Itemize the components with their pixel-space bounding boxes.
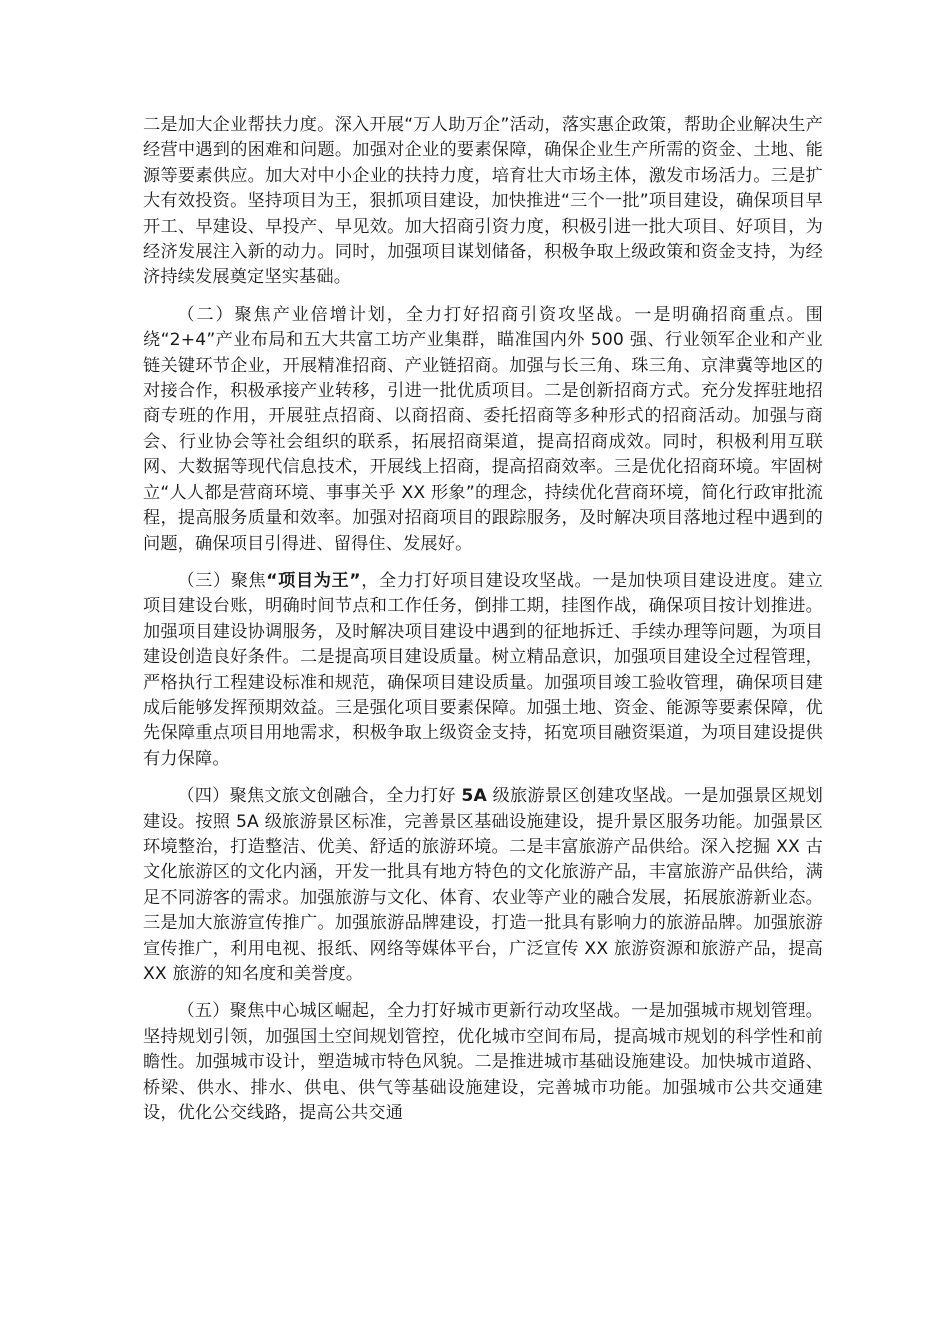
paragraph-5-text: （五）聚焦中心城区崛起，全力打好城市更新行动攻坚战。一是加强城市规划管理。坚持规划引领，加强国土空间规划管控，优化城市空间布局，提高城市规划的科学性和前瞻性。加强城市设计，塑造城市特色风貌。二是推进城市基础设施建设。加快城市道路、桥梁、供水、排水、供电、供气等基础设施建设，完善城市功能。加强城市公共交通建设，优化公交线路，提高公共交通 — [143, 1001, 823, 1124]
paragraph-5-urban-renewal — [143, 999, 823, 1126]
paragraph-4-text-body: 级旅游景区创建攻坚战。一是加强景区规划建设。按照 5A 级旅游景区标准，完善景区基础设施建设，提升景区服务功能。加强景区环境整治，打造整洁、优美、舒适的旅游环境。二是丰富旅游产品供给。深入挖掘 XX 古文化旅游区的文化内涵，开发一批具有地方特色的文化旅游产品，丰富旅游产品供给，满足不同游客的需求。加强旅游与文化、体育、农业等产业的融合发展，拓展旅游新业态。三是加大旅游宣传推广。加强旅游品牌建设，打造一批具有影响力的旅游品牌。加强旅游宣传推广，利用电视、报纸、网络等媒体平台，广泛宣传 XX 旅游资源和旅游产品，提高 XX 旅游的知名度和美誉度。 — [143, 786, 824, 984]
paragraph-1-text: 二是加大企业帮扶力度。深入开展“万人助万企”活动，落实惠企政策，帮助企业解决生产经营中遇到的困难和问题。加强对企业的要素保障，确保企业生产所需的资金、土地、能源等要素供应。加大对中小企业的扶持力度，培育壮大市场主体，激发市场活力。三是扩大有效投资。坚持项目为王，狠抓项目建设，加快推进“三个一批”项目建设，确保项目早开工、早建设、早投产、早见效。加大招商引资力度，积极引进一批大项目、好项目，为经济发展注入新的动力。同时，加强项目谋划储备，积极争取上级政策和资金支持，为经济持续发展奠定坚实基础。 — [143, 115, 823, 288]
paragraph-3-text-lead: （三）聚焦 — [177, 570, 267, 591]
document-page — [143, 113, 823, 1138]
paragraph-3-project-construction — [143, 569, 823, 772]
paragraph-4-bold-phrase: 5A — [461, 786, 487, 807]
paragraph-4-text-lead: （四）聚焦文旅文创融合，全力打好 — [177, 786, 462, 807]
paragraph-3-text-body: ，全力打好项目建设攻坚战。一是加快项目建设进度。建立项目建设台账，明确时间节点和工作任务，倒排工期，挂图作战，确保项目按计划推进。加强项目建设协调服务，及时解决项目建设中遇到的征地拆迁、手续办理等问题，为项目建设创造良好条件。二是提高项目建设质量。树立精品意识，加强项目建设全过程管理，严格执行工程建设标准和规范，确保项目建设质量。加强项目竣工验收管理，确保项目建成后能够发挥预期效益。三是强化项目要素保障。加强土地、资金、能源等要素保障，优先保障重点项目用地需求，积极争取上级资金支持，拓宽项目融资渠道，为项目建设提供有力保障。 — [143, 570, 823, 769]
paragraph-2-investment-attraction — [143, 303, 823, 557]
paragraph-4-tourism — [143, 784, 823, 987]
paragraph-3-bold-phrase: “项目为王” — [266, 570, 361, 591]
paragraph-2-text: （二）聚焦产业倍增计划，全力打好招商引资攻坚战。一是明确招商重点。围绕“2+4”产业布局和五大共富工坊产业集群，瞄准国内外 500 强、行业领军企业和产业链关键环节企业，开展精准招商、产业链招商。加强与长三角、珠三角、京津冀等地区的对接合作，积极承接产业转移，引进一批优质项目。二是创新招商方式。充分发挥驻地招商专班的作用，开展驻点招商、以商招商、委托招商等多种形式的招商活动。加强与商会、行业协会等社会组织的联系，拓展招商渠道，提高招商成效。同时，积极利用互联网、大数据等现代信息技术，开展线上招商，提高招商效率。三是优化招商环境。牢固树立“人人都是营商环境、事事关乎 XX 形象”的理念，持续优化营商环境，简化行政审批流程，提高服务质量和效率。加强对招商项目的跟踪服务，及时解决项目落地过程中遇到的问题，确保项目引得进、留得住、发展好。 — [143, 304, 823, 554]
paragraph-1 — [143, 113, 823, 291]
